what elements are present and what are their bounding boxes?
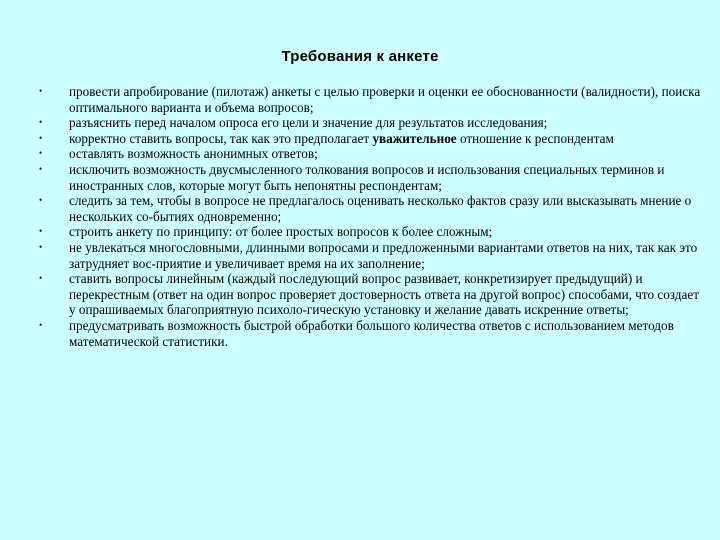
list-item	[0, 146, 720, 162]
emphasized-word: уважительное	[372, 130, 457, 146]
bullet-icon: •	[39, 226, 43, 237]
requirements-list	[0, 84, 720, 349]
list-item	[0, 240, 720, 271]
bullet-icon: •	[39, 195, 43, 206]
list-item	[0, 84, 720, 115]
list-item	[0, 115, 720, 131]
bullet-icon: •	[39, 117, 43, 128]
list-item	[0, 271, 720, 318]
list-item-text: следить за тем, чтобы в вопросе не предлагалось оценивать несколько фактов сразу или высказывать мнение о нескольких со-бытиях одновременно;	[69, 193, 692, 224]
list-item-text: не увлекаться многословными, длинными вопросами и предложенными вариантами ответов на них, так как это затрудняет вос-приятие и увеличивает время на их заполнение;	[69, 239, 698, 271]
list-item	[0, 162, 720, 193]
bullet-icon: •	[39, 132, 43, 143]
list-item-text: ставить вопросы линейным (каждый последующий вопрос развивает, конкретизирует предыдущий) и перекрестным (ответ на один вопрос проверяет достоверность ответа на другой вопрос) способами, что создает у опрашиваемых благоприятную психоло-гическую установку и желание давать искренние ответы;	[69, 271, 699, 318]
list-item-text: оставлять возможность анонимных ответов;	[69, 146, 318, 162]
list-item-text: строить анкету по принципу: от более простых вопросов к более сложным;	[69, 224, 493, 240]
bullet-icon: •	[39, 148, 43, 159]
list-item-text-start: корректно ставить вопросы, так как это предполагает	[69, 130, 373, 146]
list-item	[0, 224, 720, 240]
list-item-text: разъяснить перед началом опроса его цели и значение для результатов исследования;	[69, 115, 548, 131]
list-item-text: предусматривать возможность быстрой обработки большого количества ответов с использованием методов математической статистики.	[69, 317, 674, 349]
list-item-text-end: отношение к респондентам	[456, 130, 614, 146]
list-item	[0, 131, 720, 147]
list-item	[0, 193, 720, 224]
bullet-icon: •	[39, 319, 43, 330]
bullet-icon: •	[39, 241, 43, 252]
list-item	[0, 318, 720, 349]
slide-title: Требования к анкете	[281, 48, 439, 65]
list-item-text: исключить возможность двусмысленного толкования вопросов и использования специальных терминов и иностранных слов, которые могут быть непонятны респондентам;	[69, 161, 665, 193]
bullet-icon: •	[39, 273, 43, 284]
bullet-icon: •	[39, 86, 43, 96]
list-item-text: провести апробирование (пилотаж) анкеты с целью проверки и оценки ее обоснованности (валидности), поиска оптимального варианта и объема вопросов;	[69, 84, 701, 115]
bullet-icon: •	[39, 163, 43, 174]
